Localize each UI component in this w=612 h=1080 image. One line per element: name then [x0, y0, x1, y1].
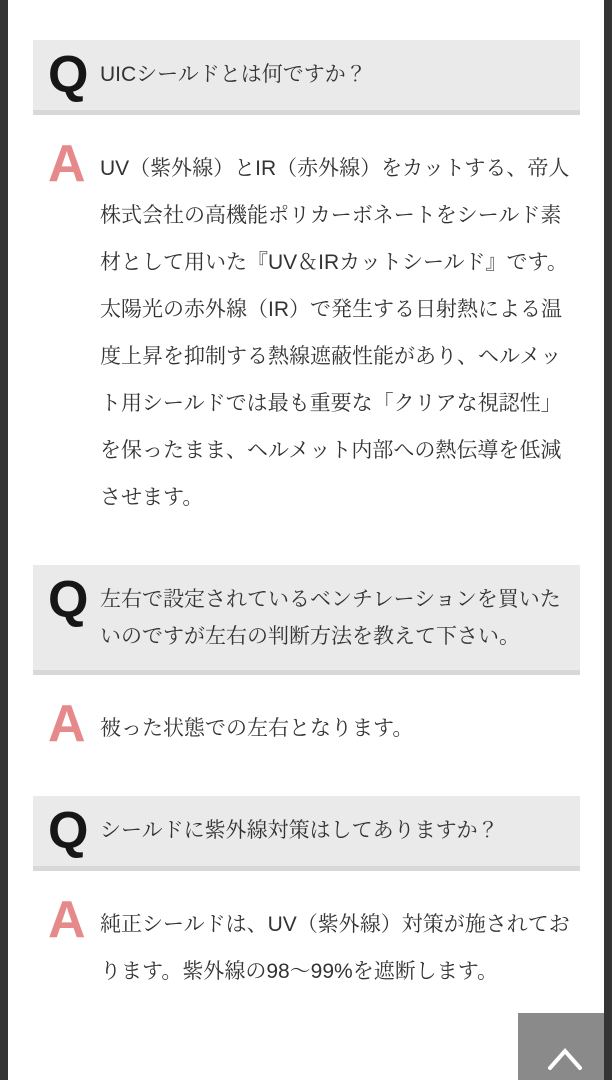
question-bar: [33, 796, 580, 871]
answer-block: [33, 891, 580, 995]
answer-block: [33, 135, 580, 521]
faq-item-3: [33, 796, 580, 995]
question-bar: [33, 40, 580, 115]
answer-text: UV（紫外線）とIR（赤外線）をカットする、帝人株式会社の高機能ポリカーボネートをシールド素材として用いた『UV＆IRカットシールド』です。太陽光の赤外線（IR）で発生する日射熱による温度上昇を抑制する熱線遮蔽性能があり、ヘルメット用シールドでは最も重要な「クリアな視認性」を保ったまま、ヘルメット内部への熱伝導を低減させます。: [100, 157, 570, 509]
a-letter: A: [48, 695, 85, 753]
q-letter: Q: [48, 46, 88, 104]
a-letter: A: [48, 135, 85, 193]
question-text: UICシールドとは何ですか？: [100, 63, 367, 86]
faq-item-2: [33, 565, 580, 752]
question-text: 左右で設定されているベンチレーションを買いたいのですが左右の判断方法を教えて下さい。: [100, 588, 561, 648]
answer-text: 純正シールドは、UV（紫外線）対策が施されております。紫外線の98～99%を遮断します。: [100, 913, 570, 983]
left-edge-bar: [0, 0, 8, 1080]
answer-block: [33, 695, 580, 753]
question-text: シールドに紫外線対策はしてありますか？: [100, 819, 499, 842]
scroll-to-top-button[interactable]: [518, 1013, 612, 1080]
faq-list: [33, 40, 580, 995]
q-letter: Q: [48, 571, 88, 629]
q-letter: Q: [48, 802, 88, 860]
question-bar: [33, 565, 580, 675]
chevron-up-icon: [547, 1046, 583, 1072]
faq-item-1: [33, 40, 580, 521]
answer-text: 被った状態での左右となります。: [100, 717, 414, 740]
a-letter: A: [48, 891, 85, 949]
right-edge-bar: [604, 0, 612, 1080]
